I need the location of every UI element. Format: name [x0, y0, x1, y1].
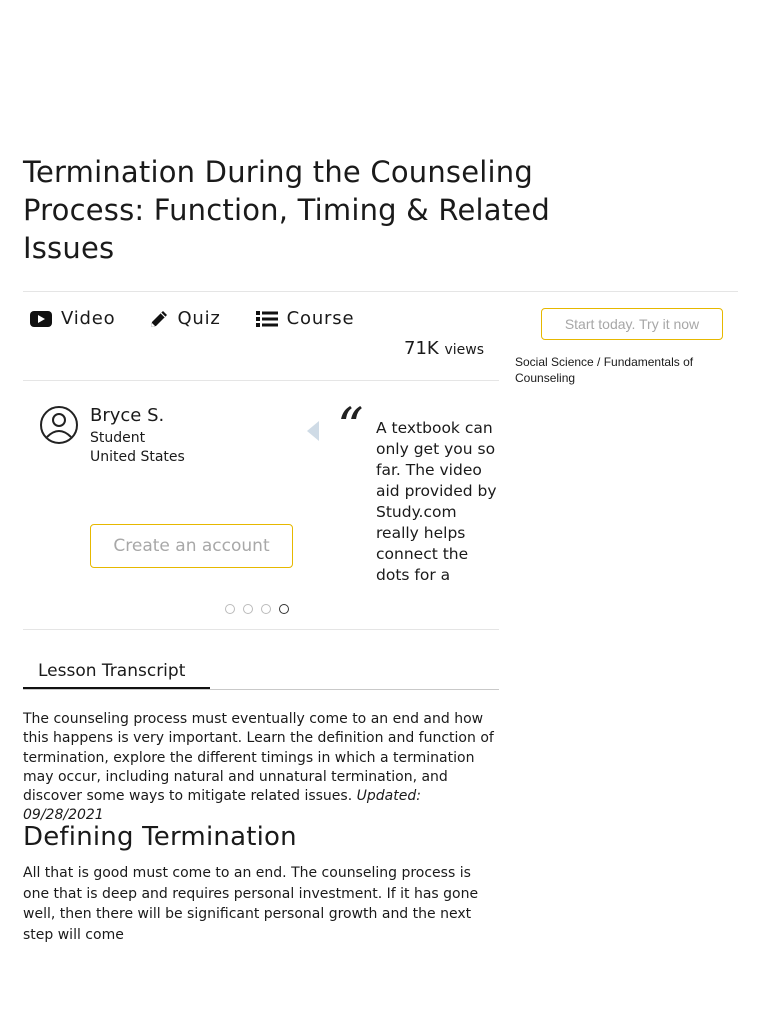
course-breadcrumb[interactable]: Social Science / Fundamentals of Counseling — [515, 355, 694, 385]
carousel-dot[interactable] — [261, 604, 271, 614]
updated-date: Updated: 09/28/2021 — [23, 788, 421, 824]
section-body: All that is good must come to an end. The counseling process is one that is deep and requires personal investment. If it has gone well, then there will be significant personal growth and the next step will come — [23, 865, 479, 943]
carousel-dot[interactable] — [243, 604, 253, 614]
user-avatar-icon — [39, 405, 79, 449]
carousel-dots — [225, 604, 289, 614]
pencil-icon — [149, 309, 169, 329]
lesson-summary — [23, 710, 499, 826]
tab-course-label: Course — [286, 308, 355, 329]
start-trial-button[interactable]: Start today. Try it now — [541, 308, 723, 340]
tab-lesson-transcript[interactable]: Lesson Transcript — [23, 660, 210, 690]
create-account-button[interactable]: Create an account — [90, 524, 293, 568]
tabs-divider — [23, 380, 499, 381]
list-icon — [255, 309, 279, 329]
tab-course[interactable] — [255, 308, 355, 329]
transcript-tab-divider — [23, 689, 499, 690]
reviewer-role: Student — [90, 430, 146, 446]
page-title: Termination During the Counseling Process: Function, Timing & Related Issues — [23, 155, 550, 265]
testimonial-divider — [23, 629, 499, 630]
tab-video[interactable] — [29, 308, 115, 329]
tab-quiz-label: Quiz — [177, 308, 221, 329]
carousel-dot[interactable] — [225, 604, 235, 614]
testimonial-quote-text: A textbook can only get you so far. The video aid provided by Study.com really helps connect the dots for a — [376, 419, 497, 584]
carousel-dot-active[interactable] — [279, 604, 289, 614]
video-icon — [29, 309, 53, 329]
media-tabs — [29, 308, 388, 329]
tab-video-label: Video — [61, 308, 116, 329]
view-count — [404, 338, 484, 359]
tab-quiz[interactable] — [149, 308, 220, 329]
reviewer-name: Bryce S. — [90, 405, 165, 426]
testimonial-quote — [376, 418, 497, 590]
view-count-number: 71K — [404, 338, 439, 359]
carousel-prev-icon[interactable] — [306, 420, 320, 446]
view-count-label: views — [444, 342, 484, 358]
reviewer-country: United States — [90, 449, 185, 465]
section-heading: Defining Termination — [23, 822, 297, 852]
lesson-summary-text: The counseling process must eventually come to an end and how this happens is very important. Learn the definition and function of termination, explore the different timings in which a termination may occur, including natural and unnatural termination, and discover some ways to mitigate related issues. — [23, 711, 494, 805]
quote-icon: “ — [337, 398, 364, 458]
title-divider — [23, 291, 738, 292]
